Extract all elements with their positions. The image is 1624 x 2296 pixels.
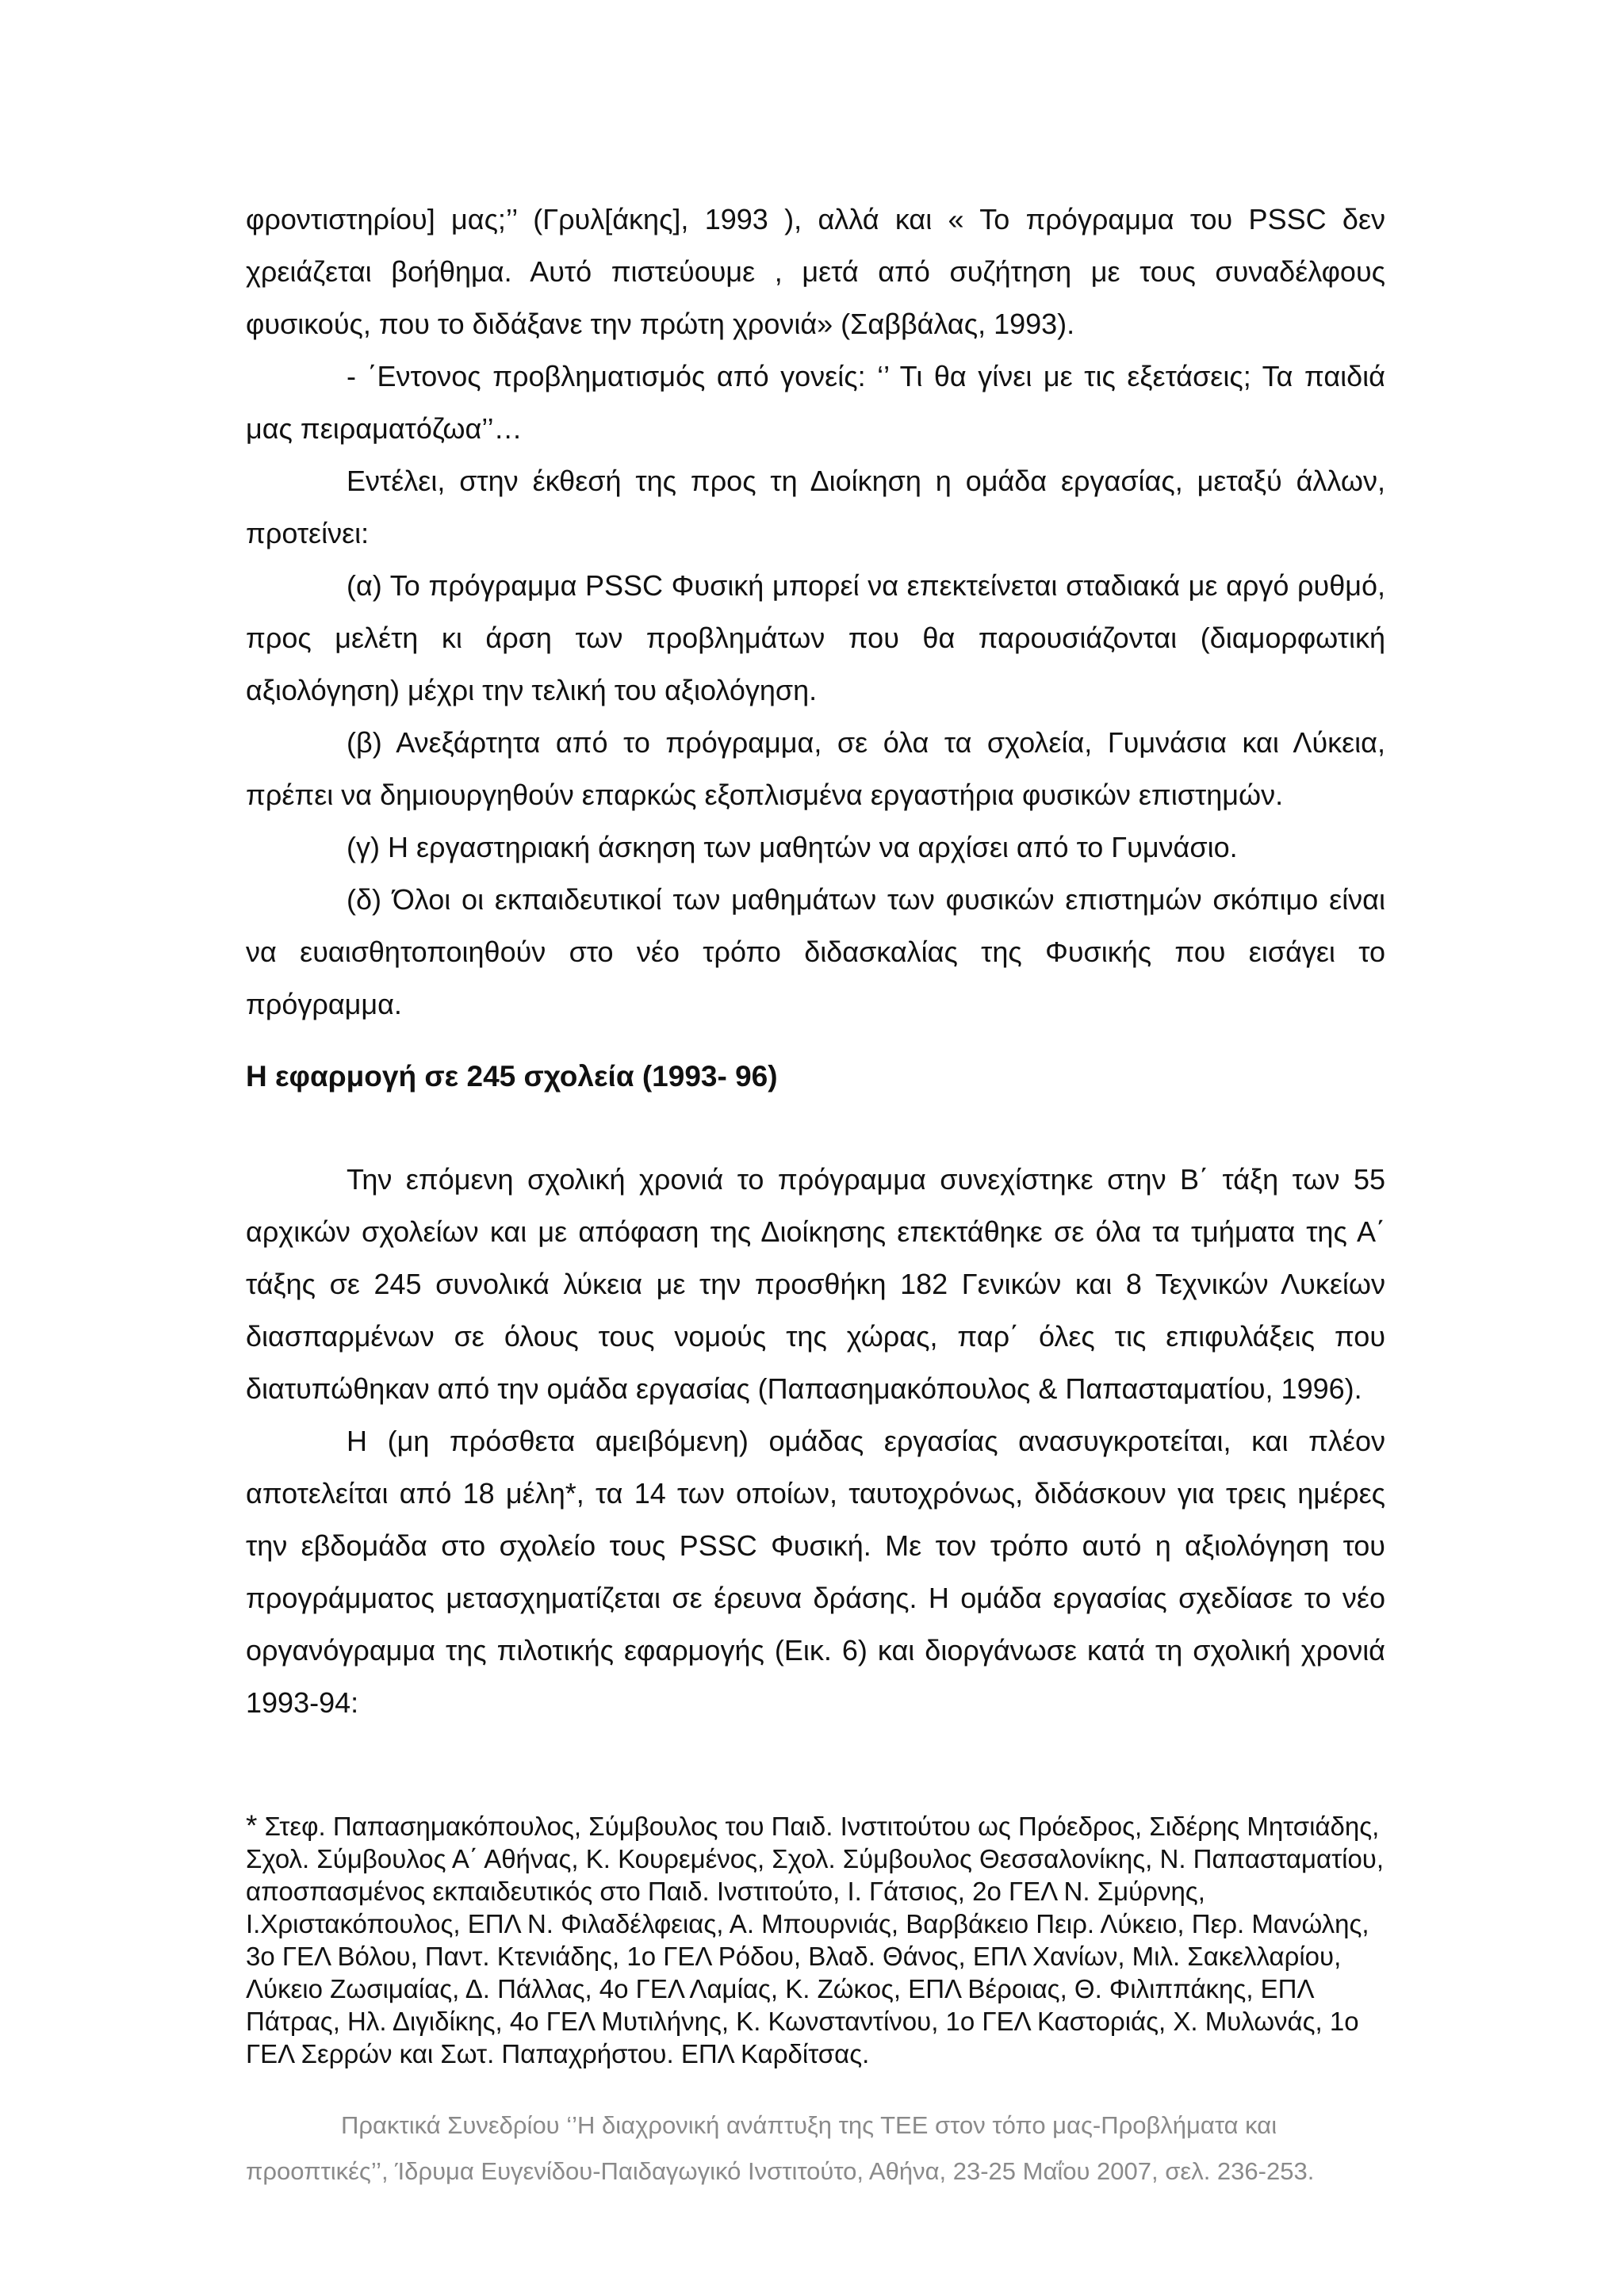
footnote-marker: * [246,1809,258,1842]
paragraph-proposal-a: (α) Το πρόγραμμα PSSC Φυσική μπορεί να επεκτείνεται σταδιακά με αργό ρυθμό, προς μελέτη κι άρση των προβλημάτων που θα παρουσιάζονται (διαμορφωτική αξιολόγηση) μέχρι την τελική του αξιολόγηση. [246,569,1385,706]
page-footer-line-1: Πρακτικά Συνεδρίου ‘’Η διαχρονική ανάπτυξη της ΤΕΕ στον τόπο μας-Προβλήματα και [341,2111,1277,2139]
paragraph-proposal-b: (β) Ανεξάρτητα από το πρόγραμμα, σε όλα τα σχολεία, Γυμνάσια και Λύκεια, πρέπει να δημιουργηθούν επαρκώς εξοπλισμένα εργαστήρια φυσικών επιστημών. [246,726,1385,811]
paragraph-proposal-d: (δ) Όλοι οι εκπαιδευτικοί των μαθημάτων των φυσικών επιστημών σκόπιμο είναι να ευαισθητοποιηθούν στο νέο τρόπο διδασκαλίας της Φυσικής που εισάγει το πρόγραμμα. [246,883,1385,1020]
page-footer-line-2: προοπτικές’’, Ίδρυμα Ευγενίδου-Παιδαγωγικό Ινστιτούτο, Αθήνα, 23-25 Μαΐου 2007, σελ. 236-253. [246,2157,1315,2185]
paragraph-proposal-c: (γ) Η εργαστηριακή άσκηση των μαθητών να αρχίσει από το Γυμνάσιο. [347,831,1238,863]
footnote [246,1809,1385,2070]
paragraph-expansion: Την επόμενη σχολική χρονιά το πρόγραμμα συνεχίστηκε στην Β΄ τάξη των 55 αρχικών σχολείων και με απόφαση της Διοίκησης επεκτάθηκε σε όλα τα τμήματα της Α΄ τάξης σε 245 συνολικά λύκεια με την προσθήκη 182 Γενικών και 8 Τεχνικών Λυκείων διασπαρμένων σε όλους τους νομούς της χώρας, παρ΄ όλες τις επιφυλάξεις που διατυπώθηκαν από την ομάδα εργασίας (Παπασημακόπουλος & Παπασταματίου, 1996). [246,1163,1385,1405]
section-1-body [246,193,1385,1031]
page-footer [246,2103,1385,2195]
paragraph-working-group: Η (μη πρόσθετα αμειβόμενη) ομάδας εργασίας ανασυγκροτείται, και πλέον αποτελείται από 18 μέλη*, τα 14 των οποίων, ταυτοχρόνως, διδάσκουν για τρεις ημέρες την εβδομάδα στο σχολείο τους PSSC Φυσική. Με τον τρόπο αυτό η αξιολόγηση του προγράμματος μετασχηματίζεται σε έρευνα δράσης. Η ομάδα εργασίας σχεδίασε το νέο οργανόγραμμα της πιλοτικής εφαρμογής (Εικ. 6) και διοργάνωσε κατά τη σχολική χρονιά 1993-94: [246,1425,1385,1719]
section-heading: Η εφαρμογή σε 245 σχολεία (1993- 96) [246,1060,778,1093]
paragraph-parents-concern: - ΄Εντονος προβληματισμός από γονείς: ‘’ Τι θα γίνει με τις εξετάσεις; Τα παιδιά μας πειραματόζωα’’… [246,360,1385,445]
footnote-text: Στεφ. Παπασημακόπουλος, Σύμβουλος του Παιδ. Ινστιτούτου ως Πρόεδρος, Σιδέρης Μητσιάδης, Σχολ. Σύμβουλος Α΄ Αθήνας, Κ. Κουρεμένος, Σχολ. Σύμβουλος Θεσσαλονίκης, Ν. Παπασταματίου, αποσπασμένος εκπαιδευτικός στο Παιδ. Ινστιτούτο, Ι. Γάτσιος, 2ο ΓΕΛ Ν. Σμύρνης, Ι.Χριστακόπουλος, ΕΠΛ Ν. Φιλαδέλφειας, Α. Μπουρνιάς, Βαρβάκειο Πειρ. Λύκειο, Περ. Μανώλης, 3ο ΓΕΛ Βόλου, Παντ. Κτενιάδης, 1ο ΓΕΛ Ρόδου, Βλαδ. Θάνος, ΕΠΛ Χανίων, Μιλ. Σακελλαρίου, Λύκειο Ζωσιμαίας, Δ. Πάλλας, 4ο ΓΕΛ Λαμίας, Κ. Ζώκος, ΕΠΛ Βέροιας, Θ. Φιλιππάκης, ΕΠΛ Πάτρας, Ηλ. Διγιδίκης, 4ο ΓΕΛ Μυτιλήνης, Κ. Κωνσταντίνου, 1ο ΓΕΛ Καστοριάς, Χ. Μυλωνάς, 1ο ΓΕΛ Σερρών και Σωτ. Παπαχρήστου. ΕΠΛ Καρδίτσας. [246,1812,1385,2068]
section-2-body [246,1154,1385,1729]
paragraph-continuation: φροντιστηρίου] μας;’’ (Γρυλ[άκης], 1993 ), αλλά και « Το πρόγραμμα του PSSC δεν χρειάζεται βοήθημα. Αυτό πιστεύουμε , μετά από συζήτηση με τους συναδέλφους φυσικούς, που το διδάξανε την πρώτη χρονιά» (Σαββάλας, 1993). [246,203,1385,340]
paragraph-report-intro: Εντέλει, στην έκθεσή της προς τη Διοίκηση η ομάδα εργασίας, μεταξύ άλλων, προτείνει: [246,465,1385,549]
